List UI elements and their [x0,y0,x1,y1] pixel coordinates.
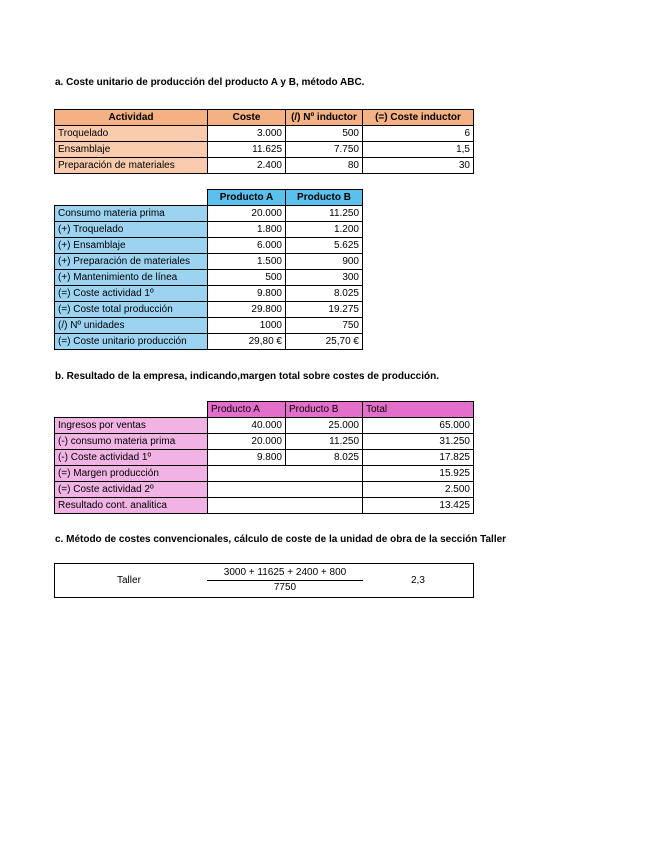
header-producto-a: Producto A [208,402,286,418]
header-producto-b: Producto B [286,190,363,206]
header-producto-b: Producto B [286,402,363,418]
cell-value: 500 [286,126,363,142]
cell-value: 9.800 [208,450,286,466]
cell-value: 80 [286,158,363,174]
cell-value: 5.625 [286,238,363,254]
row-label: (+) Ensamblaje [55,238,208,254]
row-label: Preparación de materiales [55,158,208,174]
row-label: (=) Coste actividad 2º [55,482,208,498]
table-row [55,450,474,466]
empty-header [55,402,208,418]
cell-value: 500 [208,270,286,286]
header-n-inductor: (/) Nº inductor [286,110,363,126]
table-row [55,126,474,142]
cell-value: 2.500 [363,482,474,498]
row-label: (+) Preparación de materiales [55,254,208,270]
cell-value: 15.925 [363,466,474,482]
cell-value: 750 [286,318,363,334]
section-a-title: a. Coste unitario de producción del producto A y B, método ABC. [55,77,365,88]
cell-value: 1000 [208,318,286,334]
cell-value: 11.625 [208,142,286,158]
cell-value: 3.000 [208,126,286,142]
table-row [55,334,363,350]
row-label: (=) Coste total producción [55,302,208,318]
table-row [55,254,363,270]
cell-value: 8.025 [286,286,363,302]
cell-value: 1.800 [208,222,286,238]
table-row [55,498,474,514]
table-header-row [55,402,474,418]
cell-value: 900 [286,254,363,270]
cell-value: 19.275 [286,302,363,318]
row-label: Ingresos por ventas [55,418,208,434]
row-label: (=) Coste actividad 1º [55,286,208,302]
table-activity-costs [54,109,474,174]
table-row [55,302,363,318]
cell-value: 30 [363,158,474,174]
table-row [55,418,474,434]
row-label: (/) Nº unidades [55,318,208,334]
table-row [55,142,474,158]
cell-value: 300 [286,270,363,286]
row-label: (+) Troquelado [55,222,208,238]
header-coste: Coste [208,110,286,126]
empty-header [55,190,208,206]
header-producto-a: Producto A [208,190,286,206]
row-label: (-) Coste actividad 1º [55,450,208,466]
table-product-costs [54,189,363,350]
table-header-row [55,110,474,126]
table-row [55,318,363,334]
row-label: (-) consumo materia prima [55,434,208,450]
cell-value: 11.250 [286,434,363,450]
table-row [55,270,363,286]
formula-label: Taller [117,575,141,586]
cell-value: 17.825 [363,450,474,466]
cell-value: 11.250 [286,206,363,222]
section-b-title: b. Resultado de la empresa, indicando,margen total sobre costes de producción. [55,371,439,382]
section-c-title: c. Método de costes convencionales, cálculo de coste de la unidad de obra de la sección Taller [55,534,507,545]
row-label: (+) Mantenimiento de línea [55,270,208,286]
formula-denominator: 7750 [273,582,297,593]
cell-value: 40.000 [208,418,286,434]
cell-value: 6 [363,126,474,142]
header-total: Total [363,402,474,418]
cell-value: 20.000 [208,434,286,450]
cell-value: 25.000 [286,418,363,434]
formula-numerator: 3000 + 11625 + 2400 + 800 [223,567,347,578]
row-label: (=) Margen producción [55,466,208,482]
table-row [55,238,363,254]
row-label: (=) Coste unitario producción [55,334,208,350]
row-label: Ensamblaje [55,142,208,158]
cell-value: 8.025 [286,450,363,466]
cell-value: 1.500 [208,254,286,270]
cell-value: 65.000 [363,418,474,434]
cell-value: 25,70 € [286,334,363,350]
formula-result: 2,3 [411,575,425,586]
row-label: Troquelado [55,126,208,142]
cell-value: 13.425 [363,498,474,514]
table-row [55,466,474,482]
formula-box [54,563,474,598]
merged-empty-cell [208,466,363,482]
table-row [55,222,363,238]
cell-value: 7.750 [286,142,363,158]
table-header-row [55,190,363,206]
cell-value: 31.250 [363,434,474,450]
table-row [55,206,363,222]
row-label: Resultado cont. analitica [55,498,208,514]
cell-value: 1.200 [286,222,363,238]
cell-value: 9.800 [208,286,286,302]
cell-value: 29,80 € [208,334,286,350]
cell-value: 2.400 [208,158,286,174]
table-row [55,286,363,302]
cell-value: 20.000 [208,206,286,222]
fraction-bar [207,580,363,581]
table-row [55,434,474,450]
cell-value: 29.800 [208,302,286,318]
cell-value: 1,5 [363,142,474,158]
header-coste-inductor: (=) Coste inductor [363,110,474,126]
header-actividad: Actividad [55,110,208,126]
cell-value: 6.000 [208,238,286,254]
table-row [55,482,474,498]
merged-empty-cell [208,482,363,498]
table-row [55,158,474,174]
table-company-result [54,401,474,514]
merged-empty-cell [208,498,363,514]
row-label: Consumo materia prima [55,206,208,222]
